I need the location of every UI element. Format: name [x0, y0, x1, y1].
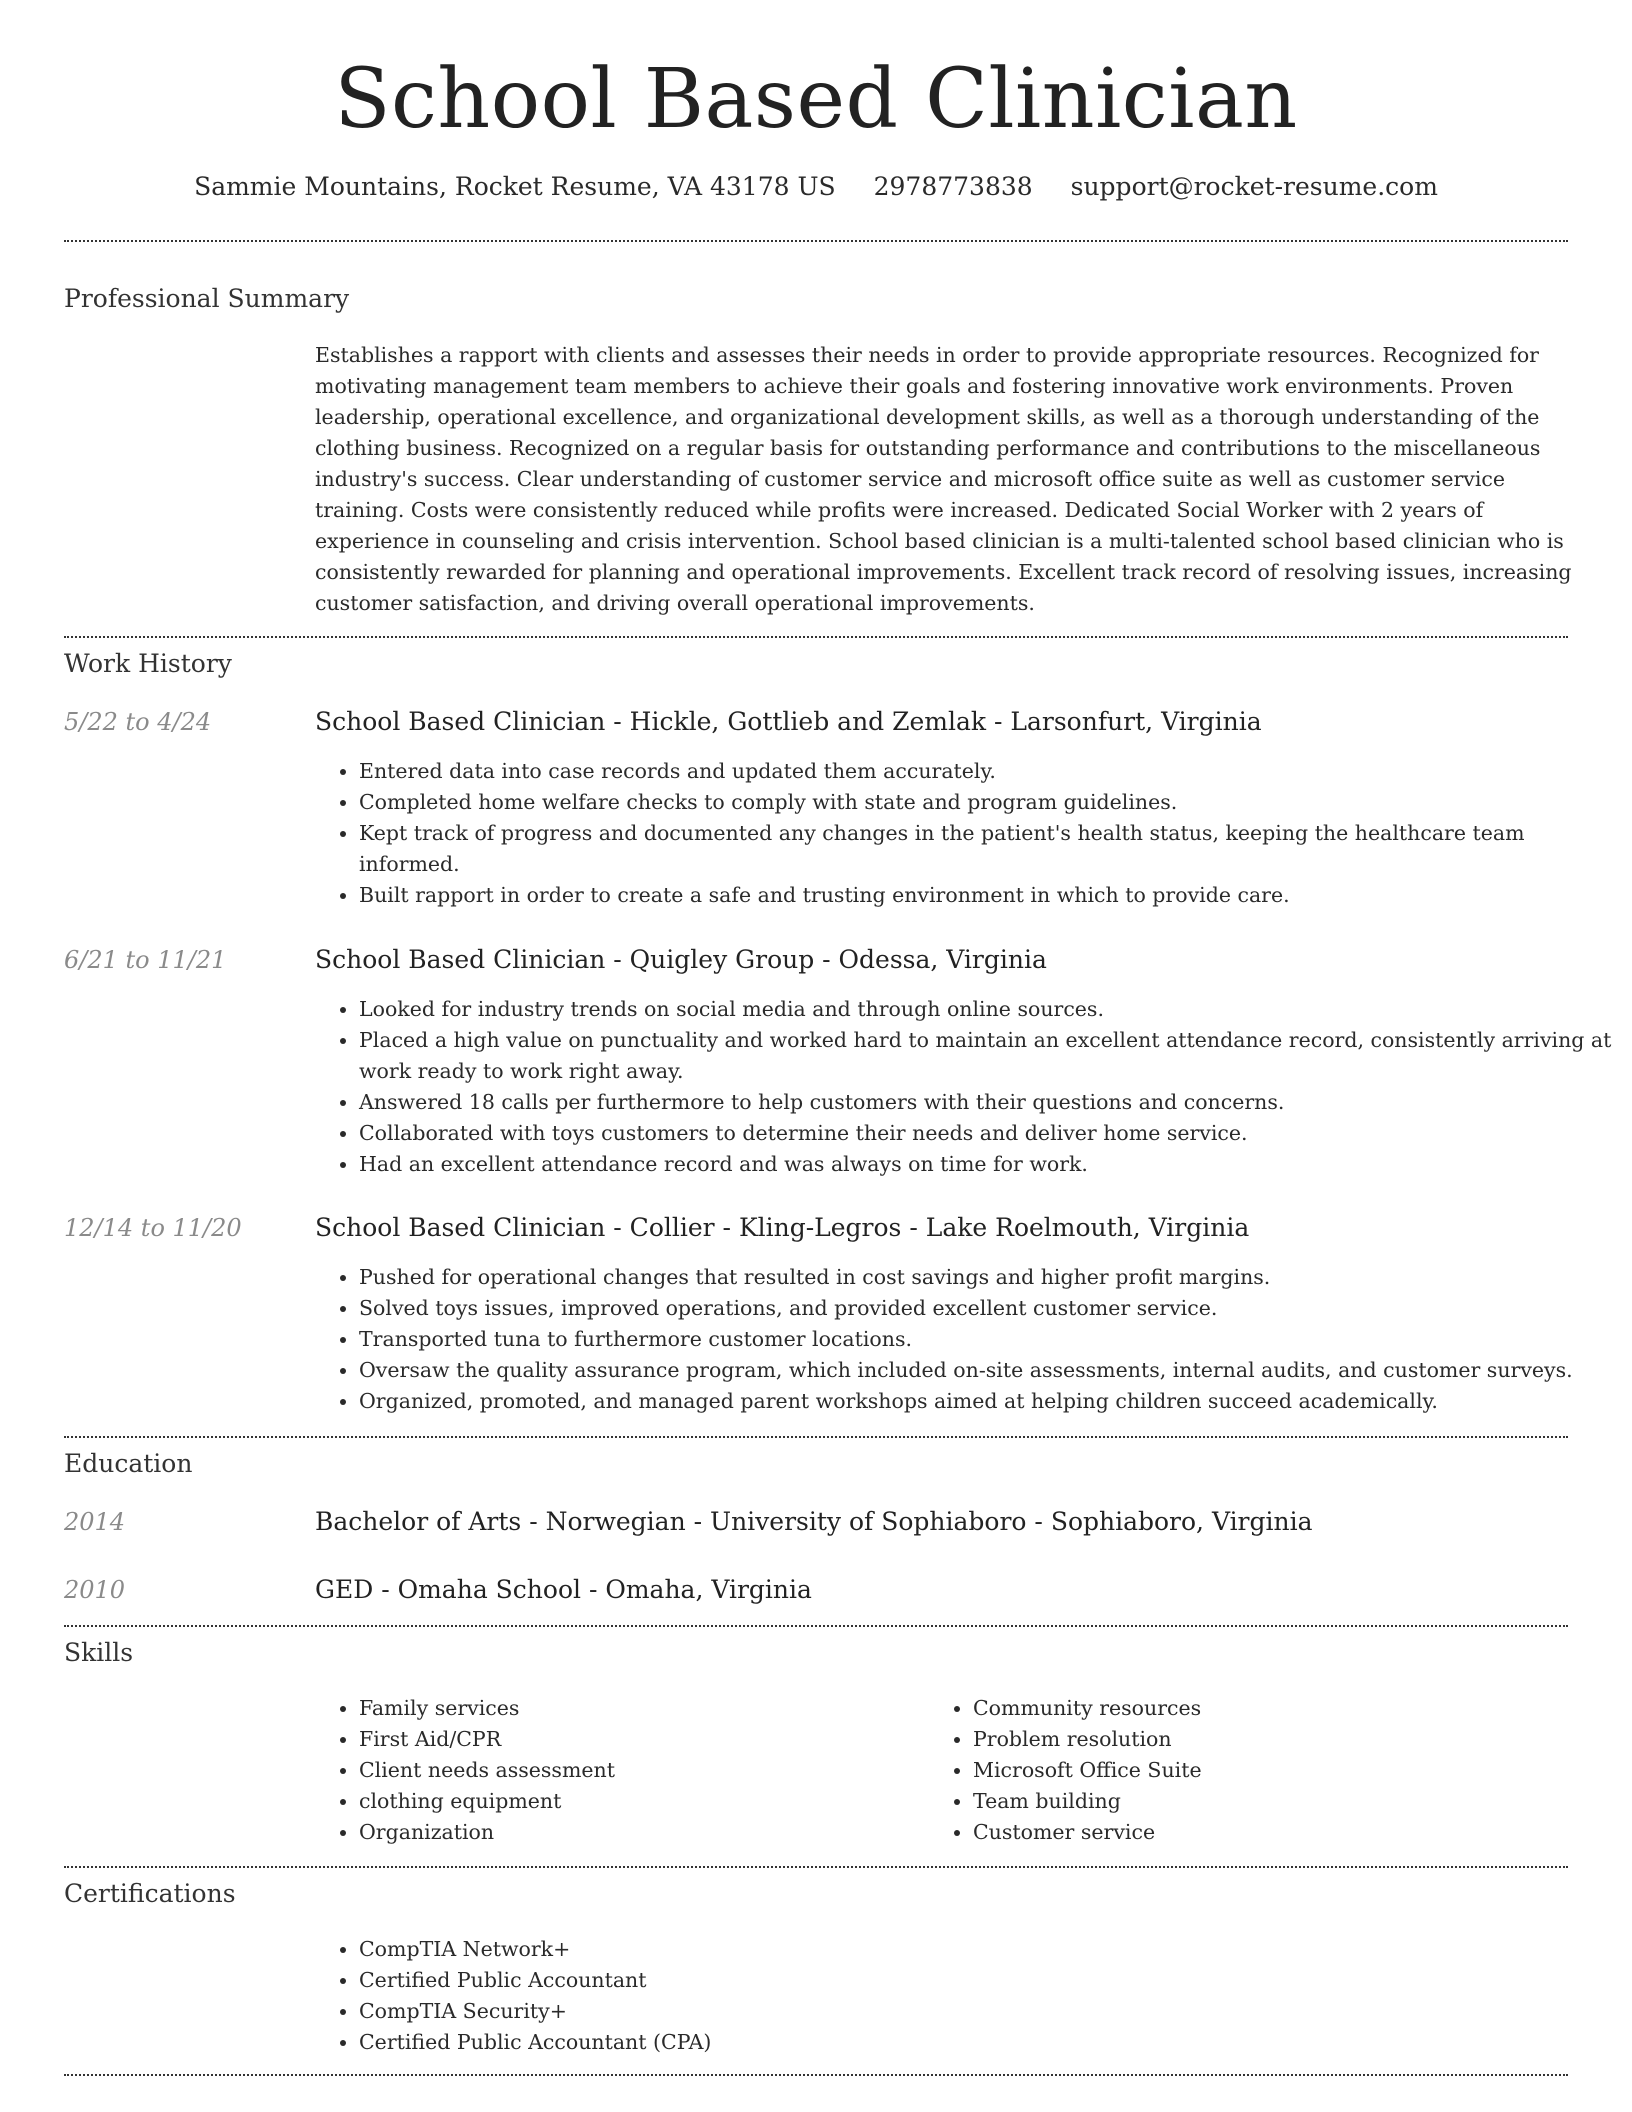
skill-item: • Family services: [359, 1693, 919, 1724]
certifications-list: [315, 1934, 1612, 2058]
job-bullet: • Solved toys issues, improved operations, and provided excellent customer service.: [359, 1293, 1612, 1324]
summary-heading: Professional Summary: [64, 284, 350, 313]
contact-email: support@rocket-resume.com: [1070, 172, 1438, 201]
job-title: School Based Clinician - Collier - Kling-Legros - Lake Roelmouth, Virginia: [315, 1213, 1250, 1242]
job-bullet: • Had an excellent attendance record and was always on time for work.: [359, 1149, 1612, 1180]
education-entry: Bachelor of Arts - Norwegian - University of Sophiaboro - Sophiaboro, Virginia: [315, 1507, 1313, 1536]
divider: [64, 1436, 1568, 1438]
divider: [64, 1625, 1568, 1627]
contact-phone: 2978773838: [873, 172, 1033, 201]
skill-item: • clothing equipment: [359, 1786, 919, 1817]
divider: [64, 1866, 1568, 1868]
skill-item: • Organization: [359, 1817, 919, 1848]
job-bullet: • Placed a high value on punctuality and worked hard to maintain an excellent attendance record, consistently arriving at work ready to work right away.: [359, 1025, 1612, 1087]
job-bullet: • Organized, promoted, and managed parent workshops aimed at helping children succeed academically.: [359, 1386, 1612, 1417]
skill-item: • First Aid/CPR: [359, 1724, 919, 1755]
job-title: School Based Clinician - Quigley Group - Odessa, Virginia: [315, 945, 1047, 974]
summary-text: Establishes a rapport with clients and assesses their needs in order to provide appropriate resources. Recognized for motivating management team members to achieve their goals and fostering innovative work environments. Proven leadership, operational excellence, and organizational development skills, as well as a thorough understanding of the clothing business. Recognized on a regular basis for outstanding performance and contributions to the miscellaneous industry's success. Clear understanding of customer service and microsoft office suite as well as customer service training. Costs were consistently reduced while profits were increased. Dedicated Social Worker with 2 years of experience in counseling and crisis intervention. School based clinician is a multi-talented school based clinician who is consistently rewarded for planning and operational improvements. Excellent track record of resolving issues, increasing customer satisfaction, and driving overall operational improvements.: [315, 343, 1572, 615]
job-bullet: • Pushed for operational changes that resulted in cost savings and higher profit margins.: [359, 1262, 1612, 1293]
certification-item: • CompTIA Security+: [359, 1996, 1612, 2027]
contact-address: Sammie Mountains, Rocket Resume, VA 43178 US: [194, 172, 836, 201]
job-title: School Based Clinician - Hickle, Gottlieb and Zemlak - Larsonfurt, Virginia: [315, 707, 1262, 736]
skill-item: • Client needs assessment: [359, 1755, 919, 1786]
divider: [64, 2074, 1568, 2076]
education-year: 2010: [64, 1576, 126, 1604]
job-bullet: • Answered 18 calls per furthermore to help customers with their questions and concerns.: [359, 1087, 1612, 1118]
job-bullets: [315, 994, 1612, 1180]
skill-item: • Customer service: [973, 1817, 1573, 1848]
education-heading: Education: [64, 1449, 193, 1478]
job-bullet: • Entered data into case records and updated them accurately.: [359, 756, 1612, 787]
divider: [64, 636, 1568, 638]
job-bullet: • Looked for industry trends on social media and through online sources.: [359, 994, 1612, 1025]
skill-item: • Microsoft Office Suite: [973, 1755, 1573, 1786]
contact-line: [0, 170, 1632, 204]
job-bullet: • Completed home welfare checks to comply with state and program guidelines.: [359, 787, 1612, 818]
work-history-heading: Work History: [64, 649, 232, 678]
education-year: 2014: [64, 1508, 126, 1536]
job-bullets: [315, 1262, 1612, 1417]
certification-item: • CompTIA Network+: [359, 1934, 1612, 1965]
skills-heading: Skills: [64, 1638, 134, 1667]
skill-item: • Team building: [973, 1786, 1573, 1817]
job-dates: 5/22 to 4/24: [64, 708, 212, 736]
job-bullet: • Built rapport in order to create a safe and trusting environment in which to provide care.: [359, 880, 1612, 911]
resume-title: School Based Clinician: [334, 52, 1298, 147]
job-dates: 12/14 to 11/20: [64, 1214, 242, 1242]
education-entry: GED - Omaha School - Omaha, Virginia: [315, 1575, 812, 1604]
skill-item: • Community resources: [973, 1693, 1573, 1724]
job-bullets: [315, 756, 1612, 911]
skill-item: • Problem resolution: [973, 1724, 1573, 1755]
job-bullet: • Oversaw the quality assurance program, which included on-site assessments, internal audits, and customer surveys.: [359, 1355, 1612, 1386]
job-bullet: • Kept track of progress and documented any changes in the patient's health status, keeping the healthcare team informed.: [359, 818, 1612, 880]
job-bullet: • Collaborated with toys customers to determine their needs and deliver home service.: [359, 1118, 1612, 1149]
skills-list-left: [315, 1693, 919, 1848]
certifications-heading: Certifications: [64, 1879, 236, 1908]
job-dates: 6/21 to 11/21: [64, 946, 227, 974]
divider: [64, 240, 1568, 242]
skills-list-right: [929, 1693, 1573, 1848]
job-bullet: • Transported tuna to furthermore customer locations.: [359, 1324, 1612, 1355]
certification-item: • Certified Public Accountant: [359, 1965, 1612, 1996]
certification-item: • Certified Public Accountant (CPA): [359, 2027, 1612, 2058]
